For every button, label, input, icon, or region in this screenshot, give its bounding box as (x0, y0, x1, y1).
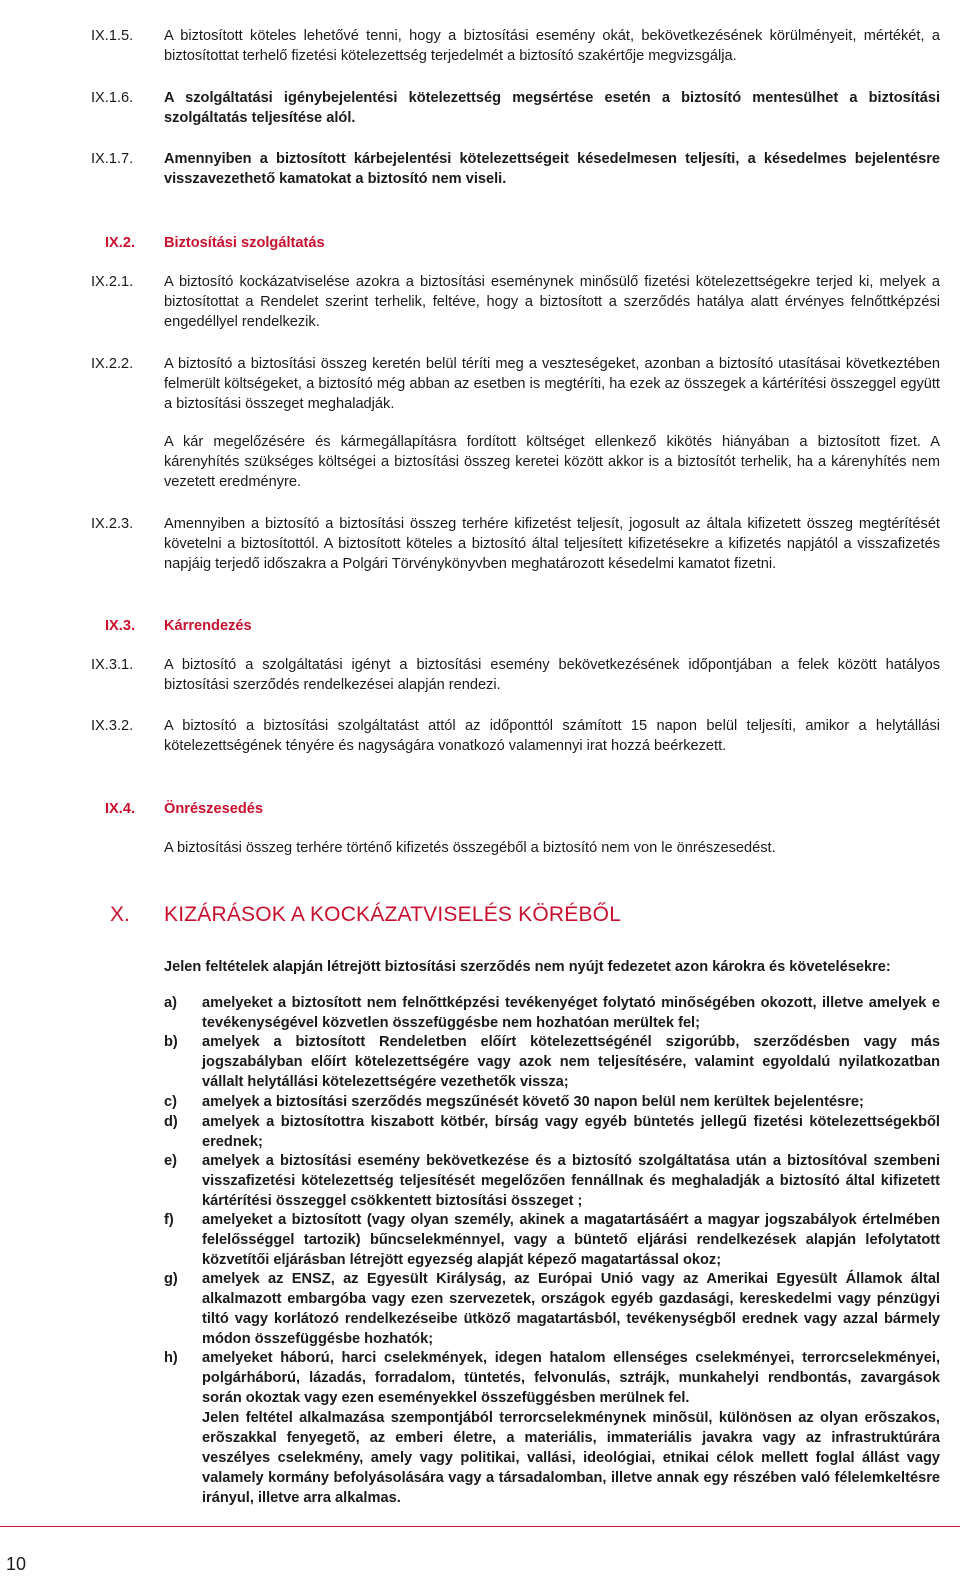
clause-text: A biztosító a szolgáltatási igényt a biztosítási esemény bekövetkezésének időpontjában a felek között hatályos biztosítási szerződés rendelkezései alapján rendezi. (164, 657, 940, 693)
exclusion-text: amelyeket háború, harci cselekmények, idegen hatalom ellenséges cselekményei, terrorcselekményei, polgárháború, lázadás, forradalom, tüntetés, felvonulás, sztrájk, munkahelyi rendbontás, zavargások során okoztak vagy ezen eseményekkel összefüggésben merülnek fel. (202, 1350, 940, 1406)
chapter-number: X. (110, 903, 130, 926)
chapter-title: KIZÁRÁSOK A KOCKÁZATVISELÉS KÖRÉBŐL (164, 903, 622, 926)
page-number: 10 (6, 1554, 27, 1574)
clause-number: IX.1.6. (91, 90, 134, 106)
clause-text: Amennyiben a biztosított kárbejelentési kötelezettségeit késedelmesen teljesíti, a késedelmes bejelentésre visszavezethető kamatokat a biztosító nem viseli. (164, 151, 940, 187)
clause-text: A biztosítási összeg terhére történő kifizetés összegéből a biztosító nem von le önrészesedést. (164, 840, 776, 856)
exclusion-label: b) (164, 1034, 178, 1050)
clause-text: A biztosító a biztosítási szolgáltatást attól az időponttól számított 15 napon belül teljesíti, amikor a helytállási kötelezettségének tényére és nagyságára vonatkozó valamennyi irat hozzá beérkezett. (164, 718, 940, 754)
exclusion-closing-text: Jelen feltétel alkalmazása szempontjából terrorcselekménynek minõsül, különösen az olyan erõszakos, erõszakkal fenyegetõ, az emberi életre, a materiális, immateriális javakra vagy az infrastruktúrára veszélyes cselekmény, amely vagy politikai, vallási, ideológiai, etnikai célok mellett foglal állást vagy valamely kormány befolyásolására vagy a társadalomban, illetve annak egy részében való félelemkeltésre irányul, illetve arra alkalmas. (202, 1410, 940, 1506)
section-number: IX.2. (104, 235, 135, 251)
clause-number: IX.2.3. (91, 516, 134, 532)
exclusion-label: c) (164, 1094, 177, 1110)
clause-number: IX.1.7. (91, 151, 134, 167)
clause-number: IX.3.1. (91, 657, 134, 673)
exclusion-label: f) (164, 1212, 174, 1228)
exclusion-label: d) (164, 1114, 178, 1130)
clause-number: IX.2.1. (91, 274, 134, 290)
clause-text: A biztosító kockázatviselése azokra a biztosítási eseménynek minősülő fizetési kötelezettségekre terjed ki, melyek a biztosítottat a Rendelet szerint terhelik, feltéve, hogy a biztosított a szerződés hatálya alatt érvényes felnőttképzési engedéllyel rendelkezik. (164, 274, 940, 330)
exclusion-label: h) (164, 1350, 178, 1366)
exclusion-text: amelyeket a biztosított (vagy olyan személy, akinek a magatartásáért a magyar jogszabályok értelmében felelősséggel tartozik) bűncselekménnyel, vagy a büntető eljárási rendelkezések alapján lefolytatott közvetítői eljárásban létrejött egyezség alapját képező magatartással okoz; (202, 1212, 940, 1268)
clause-number: IX.1.5. (91, 28, 134, 44)
section-number: IX.4. (104, 801, 135, 817)
exclusions-intro: Jelen feltételek alapján létrejött biztosítási szerződés nem nyújt fedezetet azon károkra és követelésekre: (164, 959, 891, 975)
section-title: Önrészesedés (164, 801, 263, 817)
clause-text: A szolgáltatási igénybejelentési kötelezettség megsértése esetén a biztosító mentesülhet a biztosítási szolgáltatás teljesítése alól. (164, 90, 940, 126)
exclusion-label: a) (164, 995, 177, 1011)
exclusion-label: e) (164, 1153, 177, 1169)
exclusion-text: amelyek a biztosított Rendeletben előírt kötelezettségénél szigorúbb, szerződésben vagy más jogszabályban előírt kötelezettségére vagy azok nem teljesítésére, valamint egyoldalú nyilatkozatban vállalt helytállási kötelezettségére vezethetők vissza; (202, 1034, 940, 1090)
section-title: Biztosítási szolgáltatás (164, 235, 325, 251)
footer-divider (0, 1526, 960, 1527)
clause-text: A kár megelőzésére és kármegállapításra fordított költséget ellenkező kikötés hiányában a biztosított fizet. A kárenyhítés szükséges költségei a biztosítási összeg keretei között akkor is a biztosítót terhelik, ha a kárenyhítés nem vezetett eredményre. (164, 434, 940, 490)
exclusion-text: amelyek az ENSZ, az Egyesült Királyság, az Európai Unió vagy az Amerikai Egyesült Államok által alkalmazott embargóba vagy ezen szervezetek, országok egyéb gazdasági, kereskedelmi vagy pénzügyi tiltó vagy korlátozó rendelkezéseibe ütköző magatartásból, tevékenységből erednek vagy azzal bármely módon összefüggésbe hozhatók; (202, 1271, 940, 1347)
exclusion-text: amelyek a biztosítási szerződés megszűnését követő 30 napon belül nem kerültek bejelentésre; (202, 1094, 864, 1110)
exclusion-text: amelyeket a biztosított nem felnőttképzési tevékenyéget folytató minőségében okozott, illetve amelyek e tevékenységével közvetlen összefüggésbe nem hozhatóan merültek fel; (202, 995, 940, 1031)
clause-text: A biztosító a biztosítási összeg keretén belül téríti meg a veszteségeket, azonban a biztosító utasításai következtében felmerült költségeket, a biztosító még abban az esetben is megtéríti, ha ezek az összegek a kártérítési összeggel együtt a biztosítási összeget meghaladják. (164, 356, 940, 412)
clause-number: IX.3.2. (91, 718, 134, 734)
exclusion-text: amelyek a biztosítottra kiszabott kötbér, bírság vagy egyéb büntetés jellegű fizetési kötelezettségekből erednek; (202, 1114, 940, 1150)
exclusion-label: g) (164, 1271, 178, 1287)
clause-number: IX.2.2. (91, 356, 134, 372)
section-number: IX.3. (104, 618, 135, 634)
clause-text: A biztosított köteles lehetővé tenni, hogy a biztosítási esemény okát, bekövetkezésének körülményeit, mértékét, a biztosítottat terhelő fizetési kötelezettség terjedelmét a biztosító szakértője megvizsgálja. (164, 28, 940, 64)
section-title: Kárrendezés (164, 618, 252, 634)
clause-text: Amennyiben a biztosító a biztosítási összeg terhére kifizetést teljesít, jogosult az általa kifizetett összeg megtérítését követelni a biztosítottól. A biztosított köteles a biztosító által teljesített kifizetésekre a kifizetés napjától a visszafizetés napjáig terjedő időszakra a Polgári Törvénykönyvben meghatározott késedelmi kamatot fizetni. (164, 516, 940, 572)
exclusion-text: amelyek a biztosítási esemény bekövetkezése és a biztosító szolgáltatása után a biztosítóval szembeni visszafizetési kötelezettség teljesítését megelőzően fennállnak és meghaladják a biztosító által kifizetett kártérítési összeggel csökkentett biztosítási összeget ; (202, 1153, 940, 1209)
